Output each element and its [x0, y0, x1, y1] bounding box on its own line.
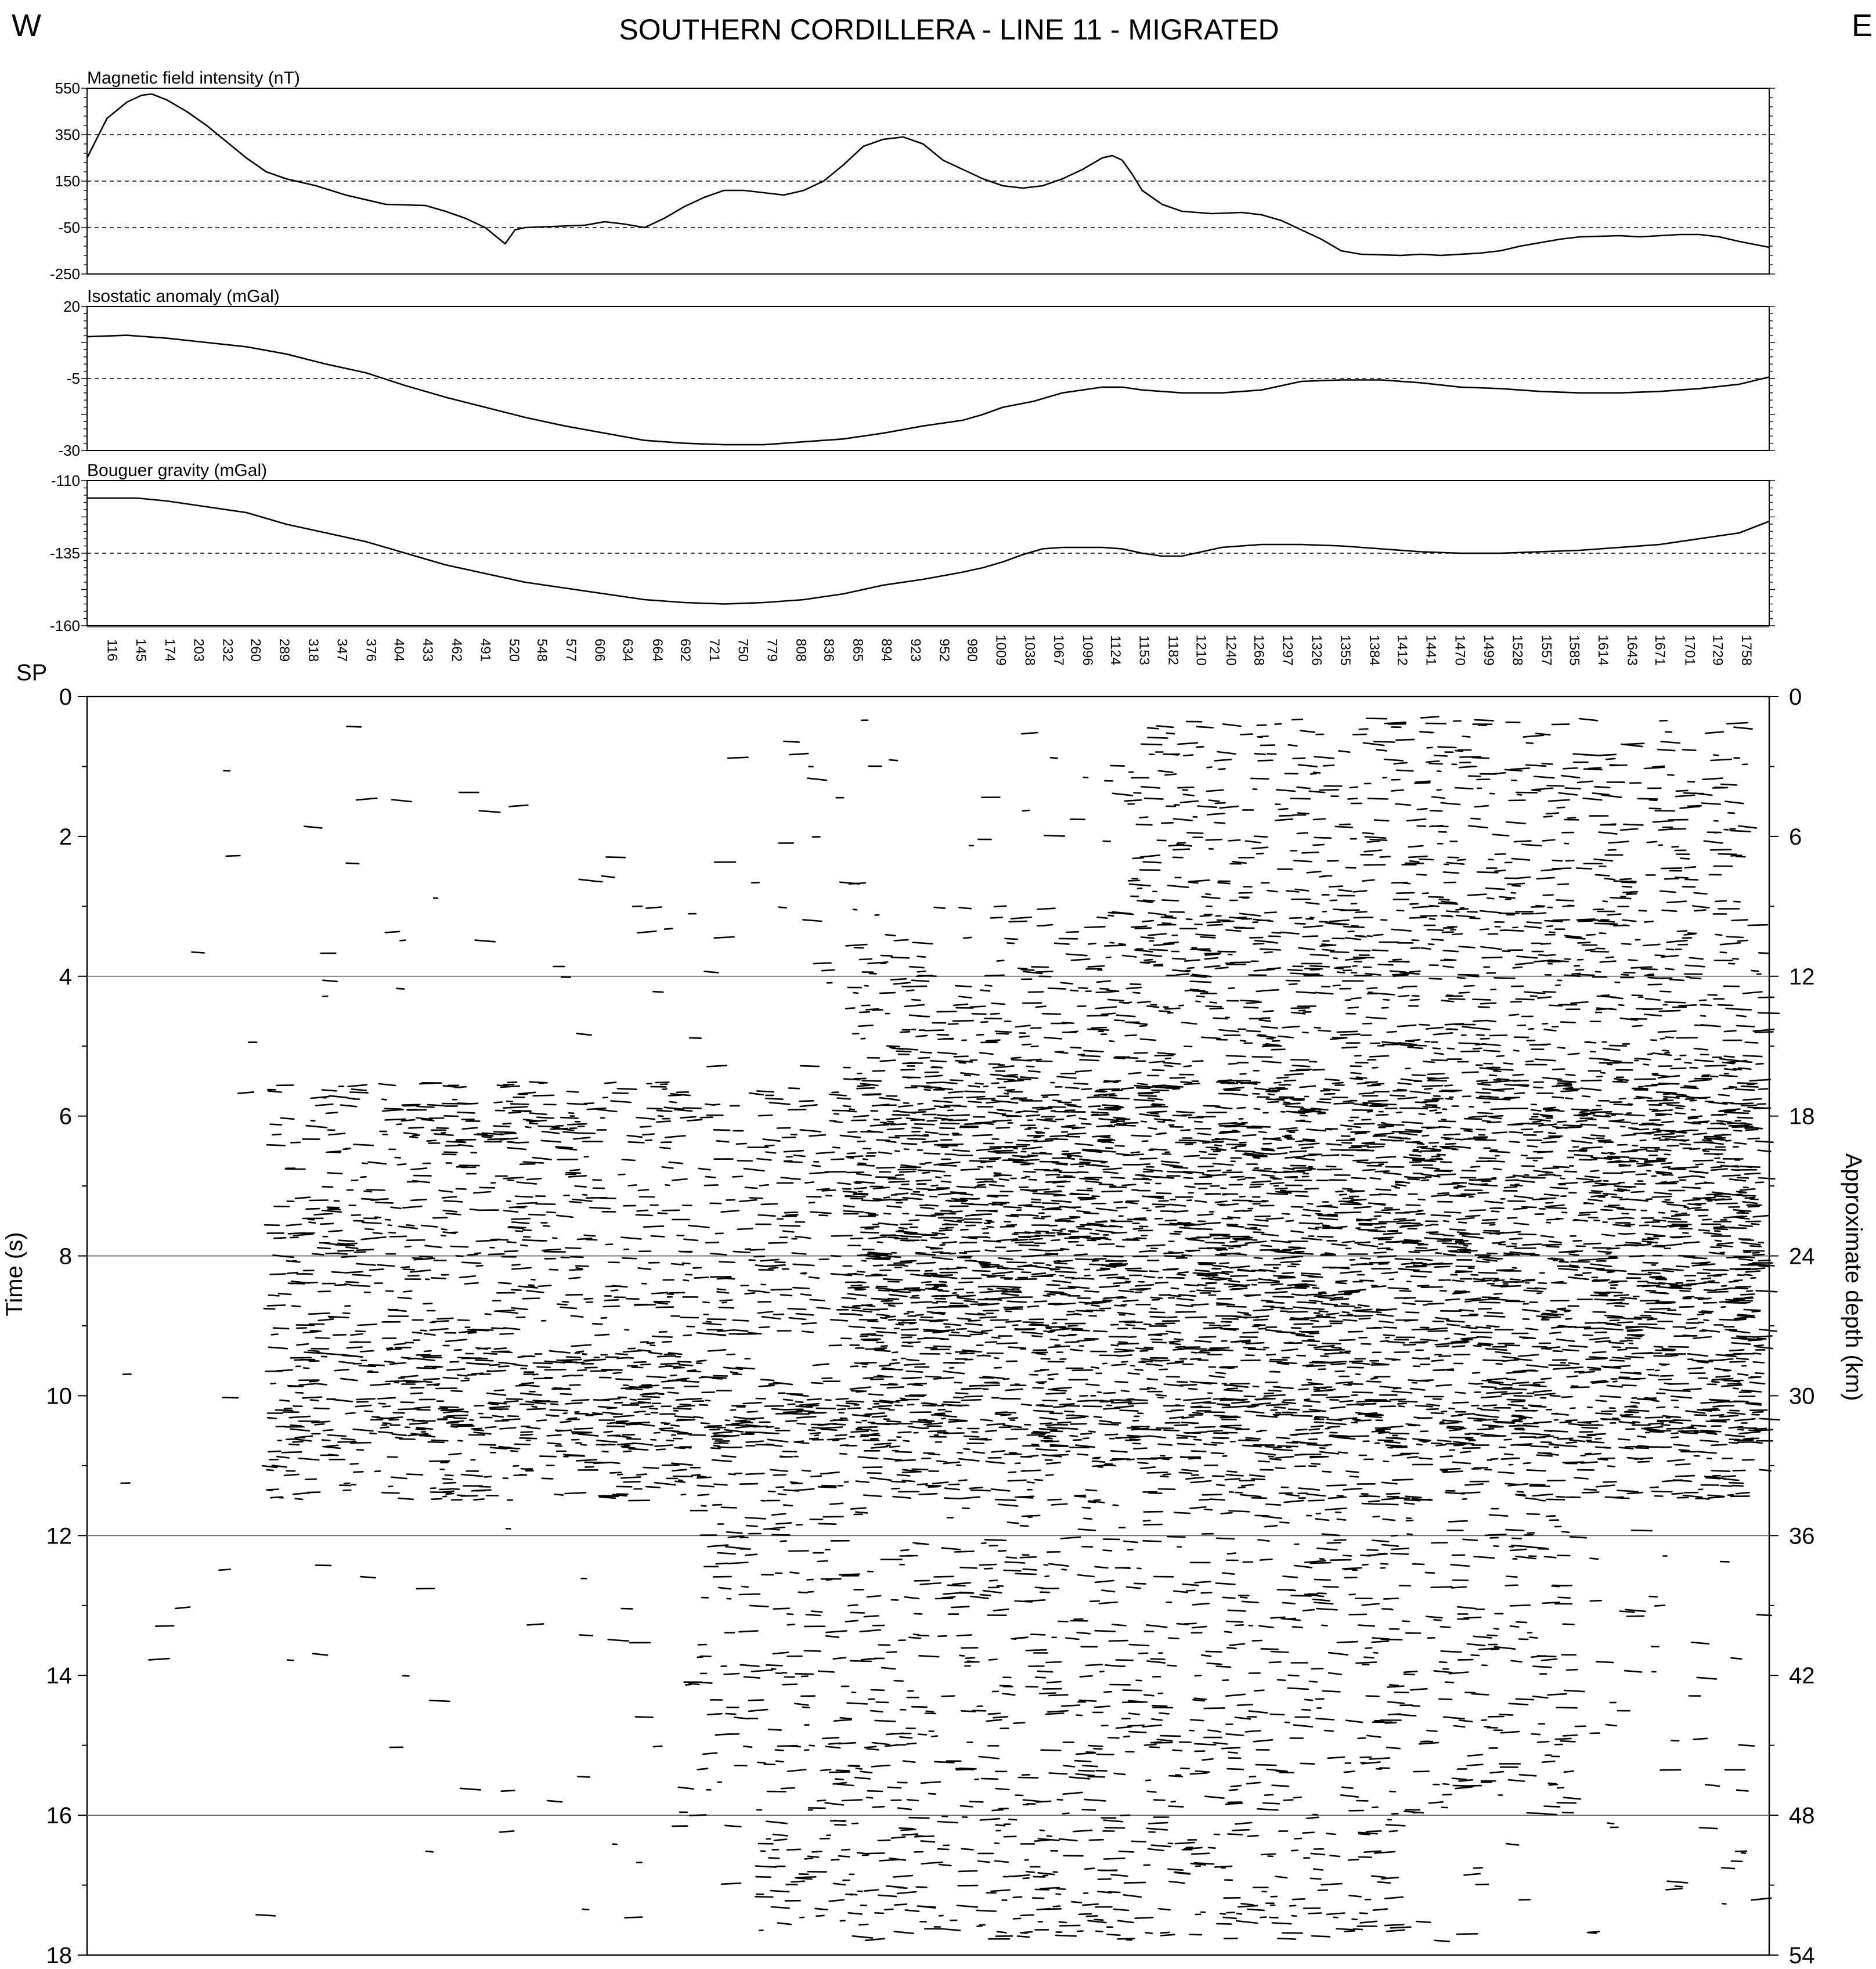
depth-tick-label: 30 — [1789, 1383, 1815, 1409]
depth-tick-label: 24 — [1789, 1243, 1815, 1270]
magnetic-y-tick-label: 350 — [55, 126, 80, 143]
sp-tick-label: 577 — [563, 638, 579, 662]
sp-tick-label: 404 — [391, 638, 407, 662]
sp-tick-label: 1096 — [1079, 634, 1095, 666]
sp-tick-label: 1671 — [1651, 634, 1668, 666]
sp-tick-label: 1240 — [1222, 634, 1239, 666]
time-tick-label: 14 — [46, 1663, 72, 1689]
bouguer-y-tick-label: -110 — [50, 472, 80, 489]
depth-axis-label: Approximate depth (km) — [1841, 1153, 1866, 1401]
sp-tick-label: 1614 — [1595, 634, 1611, 666]
sp-tick-label: 1499 — [1481, 634, 1496, 666]
sp-tick-label: 1182 — [1165, 635, 1181, 665]
sp-tick-label: 1268 — [1250, 634, 1267, 666]
magnetic-y-tick-label: 550 — [55, 80, 80, 97]
time-tick-label: 12 — [46, 1523, 72, 1549]
west-label: W — [12, 8, 41, 43]
sp-tick-label: 376 — [363, 638, 379, 662]
time-tick-label: 6 — [59, 1103, 72, 1130]
sp-tick-label: 116 — [104, 639, 120, 662]
sp-tick-label: 1557 — [1538, 634, 1554, 666]
sp-tick-label: 1470 — [1452, 634, 1468, 666]
time-tick-label: 16 — [46, 1803, 72, 1829]
depth-tick-label: 18 — [1789, 1103, 1815, 1130]
sp-tick-label: 952 — [936, 638, 952, 662]
sp-tick-label: 1355 — [1337, 634, 1354, 666]
sp-tick-label: 232 — [219, 638, 236, 662]
sp-tick-label: 1729 — [1709, 634, 1726, 666]
time-tick-label: 4 — [59, 964, 72, 990]
sp-tick-label: 721 — [706, 638, 722, 662]
time-axis-label: Time (s) — [2, 1232, 27, 1317]
sp-tick-label: 174 — [161, 638, 178, 662]
magnetic-panel-label: Magnetic field intensity (nT) — [87, 68, 300, 88]
sp-tick-label: 894 — [878, 638, 894, 662]
sp-tick-label: 347 — [334, 638, 350, 662]
sp-tick-label: 606 — [591, 638, 608, 662]
magnetic-y-tick-label: -50 — [58, 219, 80, 236]
sp-tick-label: 923 — [907, 638, 923, 662]
depth-tick-label: 0 — [1789, 684, 1802, 710]
sp-tick-label: 1758 — [1738, 634, 1755, 666]
sp-tick-label: 1585 — [1566, 634, 1582, 666]
sp-tick-label: 289 — [276, 638, 293, 662]
depth-tick-label: 48 — [1789, 1803, 1815, 1829]
sp-tick-label: 1124 — [1107, 635, 1123, 665]
sp-tick-label: 1009 — [993, 634, 1009, 666]
sp-tick-label: 318 — [305, 638, 321, 662]
depth-tick-label: 42 — [1789, 1663, 1815, 1689]
sp-tick-label: 1441 — [1423, 634, 1439, 666]
east-label: E — [1852, 8, 1873, 43]
sp-tick-label: 1153 — [1136, 635, 1152, 665]
sp-tick-label: 520 — [506, 638, 522, 662]
time-tick-label: 10 — [46, 1383, 72, 1409]
sp-tick-label: 260 — [247, 638, 264, 662]
sp-tick-label: 808 — [793, 638, 809, 662]
sp-tick-label: 692 — [677, 638, 694, 662]
sp-tick-label: 750 — [735, 638, 751, 662]
sp-tick-label: 462 — [448, 638, 464, 662]
sp-tick-label: 1067 — [1051, 634, 1067, 666]
time-tick-label: 0 — [59, 684, 72, 710]
magnetic-y-tick-label: 150 — [55, 172, 80, 190]
sp-tick-label: 664 — [650, 638, 666, 662]
sp-tick-label: 548 — [534, 638, 550, 662]
time-tick-label: 8 — [59, 1243, 72, 1270]
sp-tick-label: 203 — [190, 638, 207, 662]
sp-tick-label: 634 — [619, 638, 636, 662]
time-tick-label: 2 — [59, 824, 72, 850]
chart-title: SOUTHERN CORDILLERA - LINE 11 - MIGRATED — [619, 13, 1279, 46]
sp-tick-label: 1297 — [1279, 634, 1296, 666]
bouguer-y-tick-label: -160 — [49, 617, 80, 634]
sp-tick-label: 1210 — [1193, 634, 1209, 666]
isostatic-y-tick-label: -5 — [66, 370, 80, 387]
sp-tick-label: 836 — [821, 638, 837, 662]
depth-tick-label: 36 — [1789, 1523, 1815, 1549]
isostatic-panel-label: Isostatic anomaly (mGal) — [87, 287, 280, 306]
bouguer-panel-label: Bouguer gravity (mGal) — [87, 461, 268, 480]
isostatic-y-tick-label: -30 — [58, 442, 80, 459]
depth-tick-label: 12 — [1789, 964, 1815, 990]
sp-axis-label: SP — [16, 660, 48, 686]
sp-tick-label: 433 — [420, 638, 435, 662]
sp-tick-label: 865 — [849, 638, 865, 662]
sp-tick-label: 145 — [133, 638, 149, 662]
bouguer-y-tick-label: -135 — [49, 544, 80, 562]
sp-tick-label: 1701 — [1682, 634, 1698, 666]
sp-tick-label: 1384 — [1366, 634, 1382, 666]
isostatic-y-tick-label: 20 — [63, 298, 80, 315]
magnetic-y-tick-label: -250 — [49, 265, 80, 283]
depth-tick-label: 54 — [1789, 1943, 1815, 1968]
time-tick-label: 18 — [46, 1943, 72, 1968]
sp-tick-label: 1038 — [1022, 634, 1038, 666]
sp-tick-label: 1643 — [1624, 634, 1640, 666]
sp-tick-label: 980 — [964, 638, 980, 662]
sp-tick-label: 779 — [764, 638, 780, 662]
sp-tick-label: 1412 — [1394, 634, 1410, 666]
sp-tick-label: 491 — [477, 638, 493, 662]
depth-tick-label: 6 — [1789, 824, 1802, 850]
sp-tick-label: 1326 — [1308, 634, 1325, 666]
sp-tick-label: 1528 — [1509, 634, 1525, 666]
